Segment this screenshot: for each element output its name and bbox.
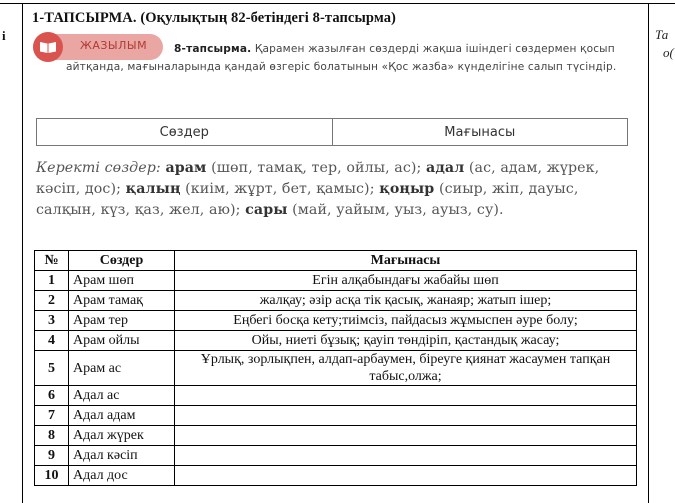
word-group-options: (май, уайым, уыз, ауыз, су). xyxy=(287,202,504,218)
row-number: 7 xyxy=(35,406,69,426)
row-meaning xyxy=(175,466,637,486)
row-word: Адал адам xyxy=(69,406,175,426)
frame-left-line xyxy=(22,3,23,503)
frame-right-line xyxy=(648,3,649,503)
badge-label: ЖАЗЫЛЫМ xyxy=(80,39,148,52)
header-words: Сөздер xyxy=(69,251,175,271)
table-row xyxy=(35,446,637,466)
instruction-text: Қарамен жазылған сөздерді жақша ішіндегі сөздермен қосып айтқанда, мағыналарында қандай өзгеріс болатынын «Қос жазба» күнделігіне салып түсіндір. xyxy=(66,43,617,73)
row-number: 2 xyxy=(35,291,69,311)
row-meaning xyxy=(175,386,637,406)
exercise-label: 8-тапсырма. xyxy=(174,43,252,55)
right-cut-text xyxy=(655,26,675,62)
right-cut-line-2: о( xyxy=(663,45,674,60)
word-group-keyword: қалың xyxy=(125,181,181,197)
row-number: 6 xyxy=(35,386,69,406)
word-group-keyword: сары xyxy=(245,202,288,218)
row-meaning xyxy=(175,426,637,446)
row-meaning: Ойы, ниеті бұзық; қауіп төндіріп, қастандық жасау; xyxy=(175,331,637,351)
row-number: 1 xyxy=(35,271,69,291)
row-word: Арам ас xyxy=(69,351,175,386)
row-word: Арам ойлы xyxy=(69,331,175,351)
table-row xyxy=(35,406,637,426)
instruction-paragraph xyxy=(66,40,632,76)
left-cut-text: і xyxy=(2,28,6,43)
table-row xyxy=(35,331,637,351)
header-number: № xyxy=(35,251,69,271)
header-meaning: Мағынасы xyxy=(175,251,637,271)
table-row xyxy=(35,291,637,311)
word-group-options: (киім, жұрт, бет, қамыс); xyxy=(180,181,380,197)
task-title: 1-ТАПСЫРМА. (Оқулықтың 82-бетіндегі 8-тапсырма) xyxy=(32,10,396,26)
row-meaning: жалқау; әзір асқа тік қасық, жанаяр; жатып ішер; xyxy=(175,291,637,311)
required-words-label: Керекті сөздер: xyxy=(36,160,161,176)
row-number: 5 xyxy=(35,351,69,386)
row-number: 4 xyxy=(35,331,69,351)
table-header-row xyxy=(35,251,637,271)
row-word: Адал ас xyxy=(69,386,175,406)
word-group-keyword: адал xyxy=(426,160,465,176)
table-row xyxy=(35,466,637,486)
word-group-keyword: арам xyxy=(165,160,207,176)
table-row xyxy=(35,311,637,331)
double-entry-header-words: Сөздер xyxy=(159,124,209,140)
table-body xyxy=(35,271,637,486)
table-row xyxy=(35,386,637,406)
row-number: 3 xyxy=(35,311,69,331)
table-row xyxy=(35,271,637,291)
word-group-options: (ас, адам, жүрек, кәсіп, дос); xyxy=(36,160,600,197)
word-group-options: (шөп, тамақ, тер, ойлы, ас); xyxy=(206,160,427,176)
row-number: 8 xyxy=(35,426,69,446)
table-row xyxy=(35,426,637,446)
double-entry-header-meaning: Мағынасы xyxy=(332,119,628,145)
row-word: Арам шөп xyxy=(69,271,175,291)
row-word: Арам тер xyxy=(69,311,175,331)
row-word: Арам тамақ xyxy=(69,291,175,311)
double-entry-table xyxy=(36,118,628,146)
row-word: Адал жүрек xyxy=(69,426,175,446)
row-meaning: Егін алқабындағы жабайы шөп xyxy=(175,271,637,291)
book-icon xyxy=(33,32,63,62)
required-words-paragraph xyxy=(36,158,633,221)
frame-top-line xyxy=(0,3,675,4)
right-cut-line-1: Та xyxy=(655,27,669,42)
row-word: Адал кәсіп xyxy=(69,446,175,466)
word-group-options: (сиыр, жіп, дауыс, салқын, күз, қаз, жел, аю); xyxy=(36,181,579,218)
row-meaning xyxy=(175,406,637,426)
row-number: 9 xyxy=(35,446,69,466)
row-word: Адал дос xyxy=(69,466,175,486)
table-row xyxy=(35,351,637,386)
row-number: 10 xyxy=(35,466,69,486)
word-group-keyword: қоңыр xyxy=(379,181,435,197)
row-meaning: Ұрлық, зорлықпен, алдап-арбаумен, біреуге қиянат жасаумен тапқан табыс,олжа; xyxy=(175,351,637,386)
row-meaning xyxy=(175,446,637,466)
answer-table xyxy=(34,250,637,486)
row-meaning: Еңбегі босқа кету;тиімсіз, пайдасыз жұмыспен әуре болу; xyxy=(175,311,637,331)
